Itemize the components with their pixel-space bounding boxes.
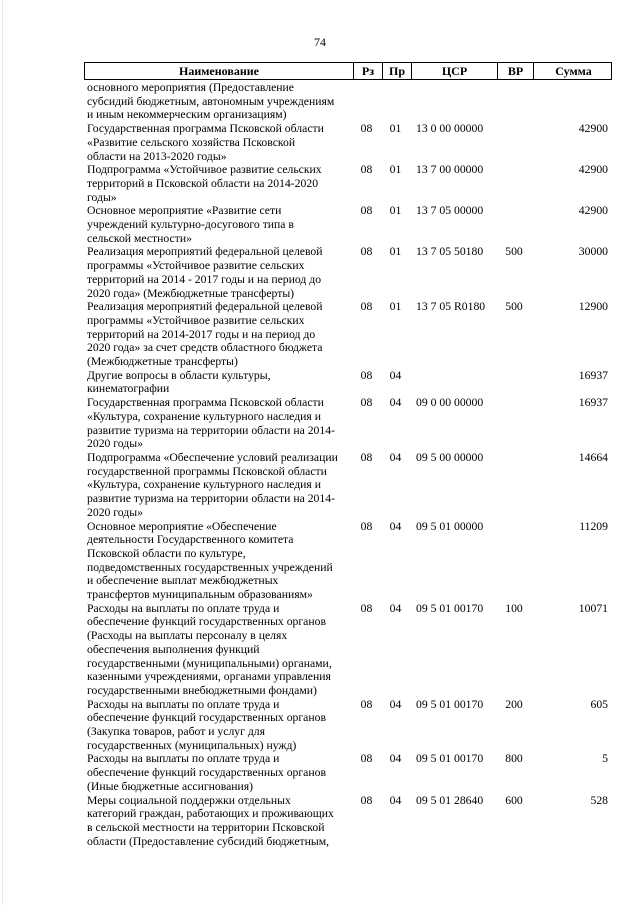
cell-pr: 04 [389,793,402,807]
cell-csr: 09 5 00 00000 [416,450,484,464]
cell-sum: 11209 [579,519,608,533]
cell-csr: 13 0 00 00000 [416,122,484,136]
cell-rz: 08 [360,300,373,314]
table-row [84,122,612,163]
cell-csr [410,81,496,122]
cell-vr: 200 [505,697,523,711]
cell-pr: 04 [389,752,402,766]
header-sum: Сумма [533,63,613,79]
cell-rz: 08 [360,752,373,766]
cell-name: Основное мероприятие «Обеспечение деятельности Государственного комитета Псковской области по культуре, подведомственных государственных учреждений и обеспечение выплат межбюджетных трансфертов муниципальным образованиям» [87,519,333,602]
cell-csr: 13 7 05 R0180 [416,300,486,314]
cell-name: Подпрограмма «Обеспечение условий реализации государственной программы Псковской области «Культура, сохранение культурного наследия и развитие туризма на территории области на 2014- 2020 годы» [87,450,338,519]
cell-pr: 04 [389,697,402,711]
cell-sum: 14664 [578,450,608,464]
table-row [84,794,612,849]
cell-pr: 04 [389,396,402,410]
cell-sum: 528 [590,793,608,807]
table-row [84,396,612,451]
page-number: 74 [314,35,326,49]
table-header [84,62,612,80]
cell-rz: 08 [360,450,373,464]
table-row [84,204,612,245]
cell-name: Меры социальной поддержки отдельных категорий граждан, работающих и проживающих в сельской местности на территории Псковской области (Предоставление субсидий бюджетным, [87,793,334,848]
cell-name: Расходы на выплаты по оплате труда и обеспечение функций государственных органов (Закупка товаров, работ и услуг для государственных (муниципальных) нужд) [87,697,326,752]
scan-edge [2,0,3,905]
header-csr: ЦСР [411,63,497,79]
cell-rz: 08 [360,793,373,807]
table-row [84,451,612,520]
cell-sum: 12900 [578,300,608,314]
cell-pr: 04 [389,601,402,615]
cell-name: Государственная программа Псковской области «Развитие сельского хозяйства Псковской области на 2013-2020 годы» [87,122,324,163]
table-body [84,81,612,848]
table-row [84,369,612,396]
cell-pr: 04 [389,450,402,464]
cell-vr: 600 [505,793,523,807]
header-rz: Рз [353,63,382,79]
cell-sum: 5 [602,752,608,766]
cell-sum: 10071 [578,601,608,615]
cell-rz: 08 [360,122,373,136]
table-row [84,81,612,122]
table-row [84,163,612,204]
cell-vr [496,163,532,204]
cell-name: Подпрограмма «Устойчивое развитие сельских территорий в Псковской области на 2014-2020 годы» [87,163,322,204]
cell-csr: 09 5 01 00000 [416,519,484,533]
cell-csr: 09 5 01 00170 [416,697,484,711]
cell-rz: 08 [360,245,373,259]
table-row [84,752,612,793]
cell-sum: 605 [590,697,608,711]
table-row [84,602,612,698]
cell-pr: 01 [389,163,402,177]
cell-sum [532,81,612,122]
cell-vr [496,451,532,520]
cell-vr [496,204,532,245]
header-pr: Пр [382,63,411,79]
cell-name: Государственная программа Псковской области «Культура, сохранение культурного наследия и развитие туризма на территории области на 2014- 2020 годы» [87,396,335,451]
cell-name: Расходы на выплаты по оплате труда и обеспечение функций государственных органов (Расходы на выплаты персоналу в целях обеспечения выполнения функций государственными (муниципальными) органами, казенными учреждениями, органами управления государственными внебюджетными фондами) [87,601,332,697]
table-row [84,698,612,753]
cell-vr [496,81,532,122]
cell-vr: 500 [505,245,523,259]
budget-table [84,62,612,848]
table-row [84,520,612,602]
cell-rz: 08 [360,601,373,615]
cell-sum: 42900 [578,122,608,136]
cell-name: Реализация мероприятий федеральной целевой программы «Устойчивое развитие сельских территорий на 2014 - 2017 годы и на период до 2020 года» (Межбюджетные трансферты) [87,245,323,300]
cell-pr: 01 [389,300,402,314]
cell-vr [496,122,532,163]
cell-sum: 16937 [578,396,608,410]
cell-name: Реализация мероприятий федеральной целевой программы «Устойчивое развитие сельских территорий на 2014-2017 годы и на период до 2020 года» за счет средств областного бюджета (Межбюджетные трансферты) [87,300,323,369]
cell-rz: 08 [360,204,373,218]
cell-csr: 13 7 05 00000 [416,204,484,218]
cell-sum: 42900 [578,163,608,177]
cell-csr: 13 7 00 00000 [416,163,484,177]
cell-vr: 100 [505,601,523,615]
cell-vr: 500 [505,300,523,314]
cell-csr [410,369,496,396]
header-name: Наименование [179,64,259,78]
cell-rz: 08 [360,368,373,382]
cell-rz: 08 [360,519,373,533]
cell-csr: 09 5 01 00170 [416,752,484,766]
cell-pr: 01 [389,122,402,136]
cell-rz: 08 [360,697,373,711]
cell-pr: 04 [389,519,402,533]
cell-csr: 09 5 01 28640 [416,793,484,807]
cell-vr [496,520,532,602]
cell-pr: 04 [389,368,402,382]
header-vr: ВР [497,63,533,79]
cell-sum: 16937 [578,368,608,382]
cell-rz: 08 [360,163,373,177]
cell-sum: 42900 [578,204,608,218]
cell-pr: 01 [389,204,402,218]
table-row [84,300,612,369]
cell-pr: 01 [389,245,402,259]
cell-name: Другие вопросы в области культуры, кинематографии [87,368,271,396]
cell-name: Расходы на выплаты по оплате труда и обеспечение функций государственных органов (Иные бюджетные ассигнования) [87,752,326,793]
cell-csr: 09 0 00 00000 [416,396,484,410]
table-row [84,245,612,300]
cell-vr [496,396,532,451]
cell-csr: 13 7 05 50180 [416,245,484,259]
cell-pr [381,81,410,122]
cell-csr: 09 5 01 00170 [416,601,484,615]
cell-rz [352,81,381,122]
cell-name: основного мероприятия (Предоставление субсидий бюджетным, автономным учреждениям и иным некоммерческим организациям) [87,81,335,122]
cell-vr: 800 [505,752,523,766]
cell-rz: 08 [360,396,373,410]
cell-sum: 30000 [578,245,608,259]
cell-vr [496,369,532,396]
cell-name: Основное мероприятие «Развитие сети учреждений культурно-досугового типа в сельской местности» [87,204,294,245]
